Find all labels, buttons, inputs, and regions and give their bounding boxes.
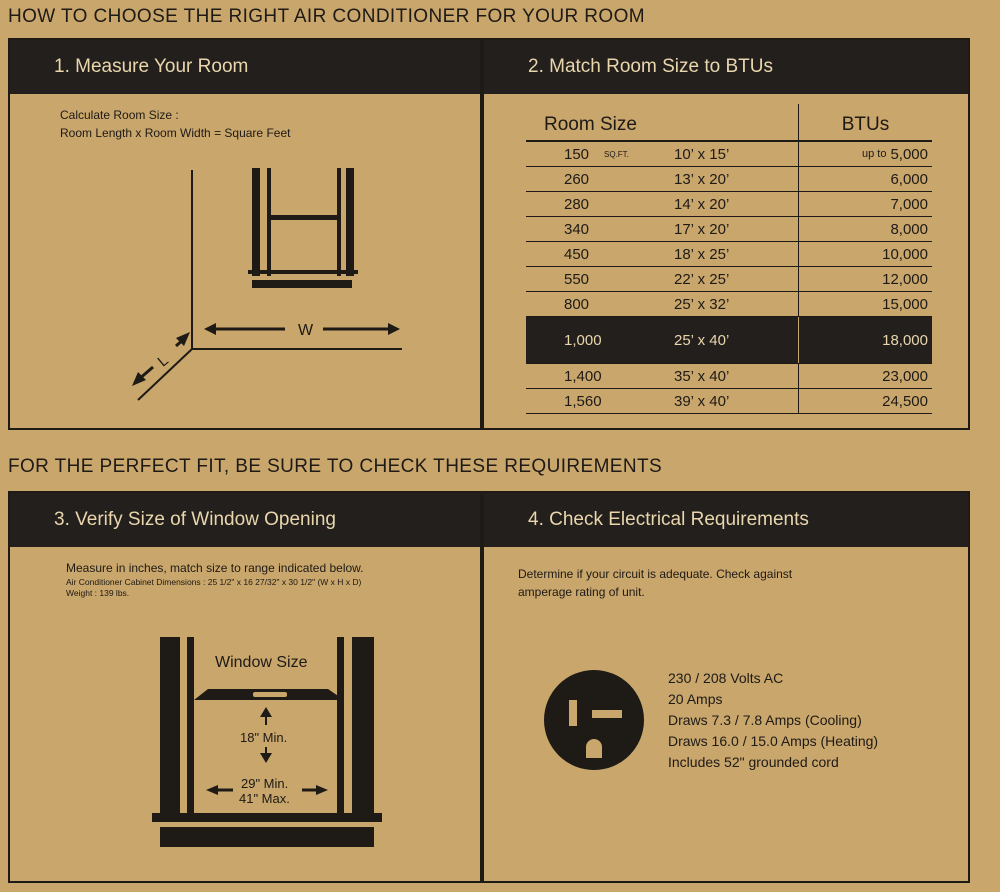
room-dimensions: 14’ x 20’	[674, 195, 730, 213]
measure-room-panel	[8, 38, 482, 430]
btu-value-cell	[798, 292, 932, 316]
sqft-value: 1,000	[564, 331, 602, 349]
sqft-value: 450	[564, 245, 590, 263]
cabinet-dimensions: Air Conditioner Cabinet Dimensions : 25 1/2" x 16 27/32" x 30 1/2" (W x H x D)	[66, 577, 362, 587]
panel-2-header	[484, 40, 968, 94]
btu-table-row	[526, 389, 932, 414]
btu-value: 8,000	[890, 220, 928, 238]
room-sqft	[526, 246, 656, 263]
btu-table-row	[526, 167, 932, 192]
room-dimensions: 10’ x 15’	[674, 145, 730, 163]
window-size-label: Window Size	[215, 654, 308, 671]
room-dimensions: 13’ x 20’	[674, 170, 730, 188]
sqft-value: 1,400	[564, 367, 602, 385]
width-max-label: 41" Max.	[239, 791, 290, 806]
btu-table-row	[526, 317, 932, 364]
room-sqft	[526, 368, 656, 385]
electrical-specs-list	[668, 668, 878, 773]
btu-value: 15,000	[882, 295, 928, 313]
btu-value-cell	[798, 192, 932, 216]
btu-table-row	[526, 242, 932, 267]
electrical-description	[518, 565, 792, 601]
sqft-value: 550	[564, 270, 590, 288]
unit-weight: Weight : 139 lbs.	[66, 588, 130, 598]
btu-table-row	[526, 292, 932, 317]
room-sqft	[526, 146, 656, 163]
room-dimensions: 22’ x 25’	[674, 270, 730, 288]
btu-value-cell	[798, 389, 932, 413]
btu-table-row	[526, 267, 932, 292]
room-dimensions: 18’ x 25’	[674, 245, 730, 263]
sqft-value: 1,560	[564, 392, 602, 410]
room-sqft	[526, 393, 656, 410]
btu-value: 18,000	[882, 331, 928, 349]
room-dimensions: 25’ x 40’	[674, 331, 730, 349]
btu-value: 24,500	[882, 392, 928, 410]
btu-table-row	[526, 142, 932, 167]
btu-table	[526, 104, 932, 414]
sqft-value: 800	[564, 295, 590, 313]
btu-value: 23,000	[882, 367, 928, 385]
window-diagram	[10, 493, 480, 881]
panel-4-title: 4. Check Electrical Requirements	[528, 509, 809, 530]
btu-table-row	[526, 364, 932, 389]
btu-value-cell	[798, 167, 932, 191]
electrical-desc-line-2: amperage rating of unit.	[518, 585, 645, 599]
sqft-value: 260	[564, 170, 590, 188]
calc-line-2: Room Length x Room Width = Square Feet	[60, 126, 291, 140]
btu-value-cell	[798, 267, 932, 291]
sqft-value: 150	[564, 145, 590, 163]
btu-table-header	[526, 104, 932, 142]
spec-item: Draws 7.3 / 7.8 Amps (Cooling)	[668, 712, 862, 728]
room-dimensions: 25’ x 32’	[674, 295, 730, 313]
width-label: W	[298, 322, 314, 339]
height-min-label: 18" Min.	[240, 730, 288, 745]
spec-item: Draws 16.0 / 15.0 Amps (Heating)	[668, 733, 879, 749]
btu-value: 6,000	[890, 170, 928, 188]
panel-3-title: 3. Verify Size of Window Opening	[54, 509, 336, 530]
room-sqft	[526, 221, 656, 238]
room-sqft	[526, 296, 656, 313]
btu-table-row	[526, 192, 932, 217]
window-size-panel	[8, 491, 482, 883]
length-label: L	[154, 351, 172, 371]
btu-value: 12,000	[882, 270, 928, 288]
btu-table-row	[526, 217, 932, 242]
outlet-icon	[542, 668, 646, 772]
electrical-desc-line-1: Determine if your circuit is adequate. Check against	[518, 567, 793, 581]
btu-value-cell	[798, 242, 932, 266]
room-diagram	[10, 40, 480, 428]
sqft-unit-label: SQ.FT.	[604, 149, 629, 159]
btu-value: 10,000	[882, 245, 928, 263]
main-title: HOW TO CHOOSE THE RIGHT AIR CONDITIONER FOR YOUR ROOM	[8, 6, 645, 27]
sub-title: FOR THE PERFECT FIT, BE SURE TO CHECK THESE REQUIREMENTS	[8, 456, 663, 477]
window-instruction-text: Measure in inches, match size to range indicated below.	[66, 561, 364, 575]
btu-value-cell	[798, 217, 932, 241]
room-sqft	[526, 171, 656, 188]
btu-value-cell	[798, 142, 932, 166]
width-min-label: 29" Min.	[241, 776, 289, 791]
window-graphic	[248, 168, 358, 288]
room-dimensions: 35’ x 40’	[674, 367, 730, 385]
room-sqft	[526, 271, 656, 288]
room-dimensions: 39’ x 40’	[674, 392, 730, 410]
spec-item: 230 / 208 Volts AC	[668, 670, 784, 686]
panel-1-title: 1. Measure Your Room	[54, 56, 249, 77]
panel-4-header	[484, 493, 968, 547]
sqft-value: 340	[564, 220, 590, 238]
spec-item: Includes 52" grounded cord	[668, 754, 839, 770]
calc-line-1: Calculate Room Size :	[60, 108, 179, 122]
btu-value: 5,000	[890, 145, 928, 163]
room-dimensions: 17’ x 20’	[674, 220, 730, 238]
room-sqft	[526, 332, 656, 349]
panel-2-title: 2. Match Room Size to BTUs	[528, 56, 773, 77]
col-room-size: Room Size	[544, 114, 637, 135]
btu-value-cell	[798, 364, 932, 388]
room-sqft	[526, 196, 656, 213]
sqft-value: 280	[564, 195, 590, 213]
btu-value: 7,000	[890, 195, 928, 213]
spec-item: 20 Amps	[668, 691, 723, 707]
col-btus: BTUs	[798, 104, 932, 140]
btu-value-cell	[798, 317, 932, 363]
up-to-label: up to	[861, 148, 887, 160]
